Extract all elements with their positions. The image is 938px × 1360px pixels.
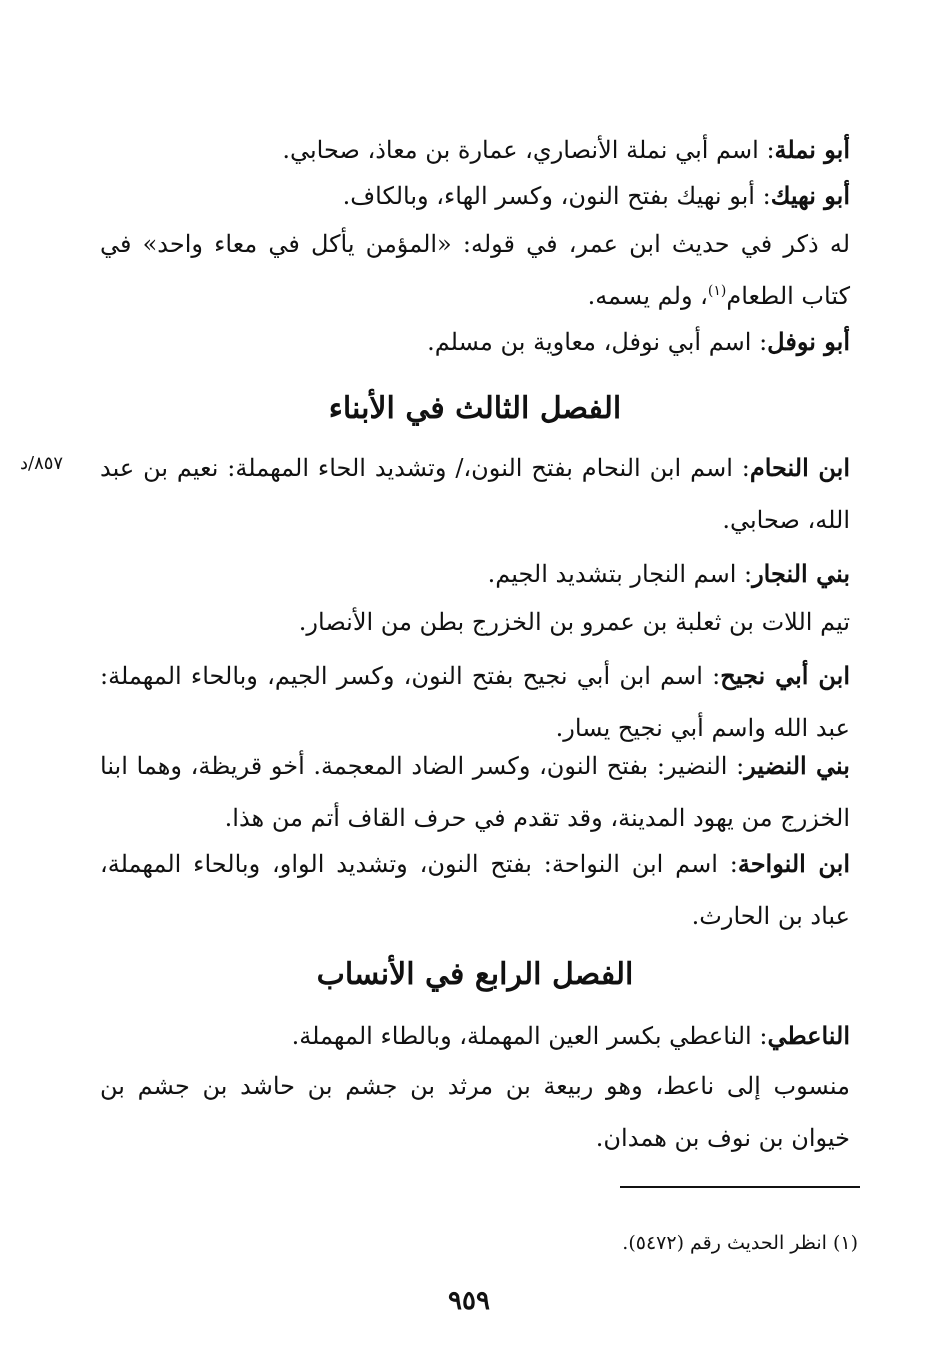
entry-separator: : [754, 182, 771, 210]
entry-abu-nawfal [100, 316, 910, 368]
entry-term: أبو نوفل [767, 327, 850, 356]
entry-term: بني النجار [752, 559, 850, 588]
entry-abu-nuhayk [100, 170, 910, 222]
entry-term: أبو نملة [774, 135, 850, 164]
footnote-marker[interactable]: (١) [707, 283, 727, 299]
entry-text: اسم النجار بتشديد الجيم. [487, 560, 737, 588]
entry-separator: : [751, 328, 768, 356]
entry-bani-al-najjar [100, 548, 910, 600]
entry-text: أبو نهيك بفتح النون، وكسر الهاء، وبالكاف. [342, 182, 755, 210]
entry-separator: : [727, 752, 745, 780]
entry-text: اسم أبي نملة الأنصاري، عمارة بن معاذ، صحابي. [282, 136, 759, 164]
entry-text: اسم أبي نوفل، معاوية بن مسلم. [427, 328, 752, 356]
section-heading-abna: الفصل الثالث في الأبناء [328, 391, 622, 426]
entry-term: أبو نهيك [770, 181, 850, 210]
paragraph-naiti-lineage [100, 1060, 910, 1164]
entry-bani-al-nadir [100, 740, 910, 844]
paragraph-text-end: ، ولم يسمه. [587, 282, 708, 310]
entry-text: اسم ابن النحام بفتح النون،/ وتشديد الحاء المهملة: نعيم بن عبد الله، صحابي. [100, 454, 850, 534]
section-heading-ansab: الفصل الرابع في الأنساب [316, 957, 634, 992]
entry-ibn-al-nawwaha [100, 838, 910, 942]
entry-separator: : [758, 136, 775, 164]
entry-term: ابن أبي نجيح [720, 661, 850, 690]
entry-term: ابن النواحة [737, 849, 851, 878]
entry-term: الناعطي [767, 1021, 850, 1050]
page-number: ٩٥٩ [448, 1286, 490, 1316]
entry-term: بني النضير [744, 751, 850, 780]
paragraph-text: له ذكر في حديث ابن عمر، في قوله: «المؤمن يأكل في معاء واحد» في كتاب الطعام [100, 230, 850, 310]
entry-taym-al-lat [100, 596, 910, 648]
entry-text: اسم ابن أبي نجيح بفتح النون، وكسر الجيم، وبالحاء المهملة: عبد الله واسم أبي نجيح يسار. [100, 662, 850, 742]
entry-ibn-abi-najih [100, 650, 910, 754]
footnote-1: (١) انظر الحديث رقم (٥٤٧٢). [622, 1232, 858, 1254]
entry-separator: : [717, 850, 738, 878]
paragraph-ibn-umar-hadith [100, 218, 850, 322]
entry-text: النضير: بفتح النون، وكسر الضاد المعجمة. أخو قريظة، وهما ابنا الخزرج من يهود المدينة، وقد تقدم في حرف القاف أتم من هذا. [100, 752, 850, 832]
entry-text: اسم ابن النواحة: بفتح النون، وتشديد الواو، وبالحاء المهملة، عباد بن الحارث. [100, 850, 850, 930]
footnote-divider [620, 1186, 860, 1188]
entry-ibn-al-nahham [100, 442, 910, 546]
entry-separator: : [732, 454, 750, 482]
entry-separator: : [736, 560, 753, 588]
entry-term: ابن النحام [749, 453, 851, 482]
paragraph-text: منسوب إلى ناعط، وهو ربيعة بن مرثد بن جشم بن حاشد بن جشم بن خيوان بن نوف بن همدان. [100, 1072, 850, 1152]
entry-text: تيم اللات بن ثعلبة بن عمرو بن الخزرج بطن من الأنصار. [298, 608, 850, 636]
entry-separator: : [702, 662, 721, 690]
margin-manuscript-ref: ٨٥٧/د [20, 453, 64, 474]
entry-al-naiti [100, 1010, 910, 1062]
entry-abu-namla [100, 124, 910, 176]
entry-separator: : [751, 1022, 768, 1050]
entry-text: الناعطي بكسر العين المهملة، وبالطاء المهملة. [291, 1022, 752, 1050]
